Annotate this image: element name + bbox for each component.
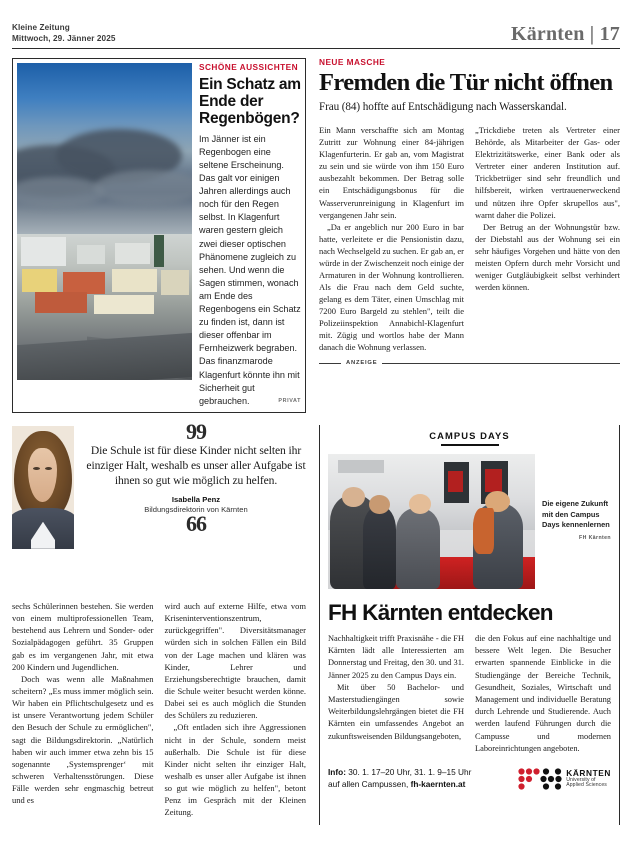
section-page-indicator — [511, 24, 620, 45]
bottom-left-column-2 — [165, 600, 307, 819]
main-article-columns — [319, 124, 620, 353]
publication-date: Mittwoch, 29. Jänner 2025 — [12, 34, 116, 44]
paragraph: Ein Mann verschaffte sich am Montag Zutritt zur Wohnung einer 84-jährigen Klagenfurterin. Er gab an, vom Magistrat zu sein und sie würde von ihm 150 Euro ausbezahlt bekommen. Der Betrag solle ein Entschädigungsbonus für die Wasserverunreinigung in Klagenfurt im vergangenen Jahr sein. — [319, 125, 464, 220]
main-article-kicker: NEUE MASCHE — [319, 56, 386, 67]
ad-info-location: auf allen Campussen, — [328, 779, 411, 790]
left-story-photo-credit: PRIVAT — [278, 397, 301, 404]
masthead-separator: | — [589, 22, 595, 45]
main-article — [306, 58, 620, 367]
fh-logo-dot-matrix-icon — [518, 768, 562, 790]
left-story-kicker: SCHÖNE AUSSICHTEN — [199, 61, 299, 72]
pullquote-attribution-role: Bildungsdirektorin von Kärnten — [144, 504, 248, 514]
paragraph: sechs Schülerinnen bestehen. Sie werden von einem multiprofessionellen Team, bestehend aus Lehrern und Sonder- oder Sozialpädagogen geführt. 35 Gruppen gab es im vergangenen Jahr, mit etwa 200 Kindern und Jugendlichen. — [12, 601, 154, 672]
church-spire — [154, 235, 165, 267]
advertisement-fh-kaernten — [319, 425, 620, 825]
logo-tagline-1: University of — [566, 776, 596, 783]
paragraph: Mit über 50 Bachelor- und Masterstudiengängen sowie Weiterbildungslehrgängen bietet die FH Kärnten ein umfassendes Angebot an zukunftsweisenden Bildungsangeboten, — [328, 682, 464, 741]
ad-info-block — [328, 766, 471, 791]
paragraph: „Oft entladen sich ihre Aggressionen nicht in der Schule, sondern meist außerhalb. Die Schule ist für diese Kinder nicht selten ihr einziger Halt, weshalb es unser aller Aufgabe ist ihnen so gut wie möglich zu helfen", betont Penz im Gespräch mit der Kleinen Zeitung. — [164, 722, 306, 818]
pullquote-block — [12, 418, 306, 549]
ad-column-1 — [328, 633, 464, 755]
visitor-figure — [396, 508, 439, 589]
visitor-head — [369, 495, 390, 514]
campus-days-photo — [328, 454, 535, 589]
left-story-text — [192, 63, 301, 408]
fh-logo-wordmark — [566, 769, 611, 788]
quote-mark-open-icon: 99 — [186, 418, 206, 444]
building-block — [94, 295, 154, 314]
ad-footer — [328, 766, 611, 791]
isabella-penz-portrait — [12, 426, 74, 549]
ad-eyebrow-title: CAMPUS DAYS — [429, 429, 510, 441]
eye-shape — [33, 467, 40, 470]
logo-tagline-2: Applied Sciences — [566, 782, 607, 789]
ad-info-label: Info: — [328, 766, 346, 777]
section-name: Kärnten — [510, 22, 585, 45]
eye-shape — [45, 467, 52, 470]
building-block — [161, 270, 189, 295]
fh-kaernten-logo — [518, 768, 611, 791]
portrait-art — [12, 426, 74, 549]
left-story-body: Im Jänner ist ein Regenbogen eine seltene Erscheinung. Das galt vor einigen Jahren allerdings auch noch für den Regen selbst. In Klagenfurt waren gestern gleich zwei dieser optischen Phänomene zugleich zu sehen. Und wenn die Sagen stimmen, wonach am Ende des Regenbogens ein Schatz zu finden ist, dann ist dieser offenbar im Fernheizwerk begraben. Das finanzmarode Klagenfurt könnte ihn mit Sicherheit gut gebrauchen. PRIVAT — [199, 133, 301, 406]
pullquote-attribution-name: Isabella Penz — [171, 494, 221, 504]
ad-caption-text: Die eigene Zukunft mit den Campus Days kennenlernen — [542, 499, 610, 530]
ad-headline: FH Kärnten entdecken — [328, 600, 553, 626]
building-block — [112, 269, 158, 292]
ad-info-url[interactable]: fh-kaernten.at — [410, 779, 466, 790]
main-article-headline: Fremden die Tür nicht öffnen — [319, 68, 613, 96]
bottom-left-article-columns — [12, 600, 306, 819]
paragraph: Nachhaltigkeit trifft Praxisnähe - die FH Kärnten lädt alle Interessierten am Donnerstag und Freitag, den 30. und 31. Jänner 2025 zu den Campus Days ein. — [328, 634, 464, 680]
bottom-left-column-1 — [12, 600, 154, 819]
hair-strand — [473, 508, 494, 554]
publication-name: Kleine Zeitung — [12, 23, 70, 32]
paragraph: Der Betrug an der Wohnungstür bzw. der Diebstahl aus der Wohnung sei ein sehr häufiges Vorgehen und hätte von den meisten Opfern durch mehr Vorsicht und weniger Gutgläubigkeit selbst verhindert werden können. — [475, 221, 620, 292]
visitor-head — [409, 494, 432, 514]
roof-red — [63, 272, 105, 294]
anzeige-divider — [319, 360, 620, 366]
klagenfurt-rooftops-photo — [17, 63, 192, 380]
main-article-column-1 — [319, 124, 464, 353]
divider-rule-left — [319, 363, 341, 364]
paragraph: wird auch auf externe Hilfe, etwa vom Kriseninterventionszentrum, zurückgegriffen". Diversitätsmanager würden sich in solchen Fällen ein Bild von der Lage machen und klären was Kinder, Lehrer und Erziehungsberechtigte brauchen, damit die Schule weiter besucht werden könne. Dabei sei es auch möglich die Stunden des Schülers zu reduzieren. — [164, 601, 306, 721]
ad-photo-art — [328, 454, 535, 589]
left-story-box — [12, 58, 306, 413]
main-article-subhead: Frau (84) hoffte auf Entschädigung nach Wasserskandal. — [319, 100, 567, 113]
masthead-publication-block — [12, 22, 116, 45]
top-region — [12, 58, 620, 413]
ad-body-columns — [328, 633, 611, 755]
pullquote-text-block — [74, 418, 306, 536]
main-article-column-2 — [475, 124, 620, 353]
ad-photo-caption — [542, 454, 611, 542]
logo-name: KÄRNTEN — [566, 768, 611, 779]
paragraph: Doch was wenn alle Maßnahmen scheitern? „Es muss immer möglich sein. Wir haben ein Pflichtschulgesetz und es ist unsere Verantwortung jedem Schüler den Besuch der Schule zu ermöglichen", sagt die Bildungsdirektorin. „Natürlich haben wir auch immer etwa zehn bis 15 sogenannte ‚Systemsprenger‘ mit schweren Verhaltensstörungen. Diese Fälle werden sehr engmaschig betreut und es — [12, 673, 154, 806]
building-block — [21, 237, 67, 266]
paragraph: die den Fokus auf eine nachhaltige und bessere Welt legen. Die Besucher erwarten spannende Einblicke in die Studiengänge der Bereiche Technik, Gesundheit, Soziales, Wirtschaft und Management und individuelle Beratung durch Lehrende und Studierende. Auch werden laufend Führungen durch die Campusse und modernen Laboreinrichtungen angeboten. — [475, 634, 611, 753]
ad-info-line-2 — [328, 778, 471, 790]
divider-rule-right — [382, 363, 620, 364]
visitor-figure — [363, 506, 396, 590]
ad-photo-credit: FH Kärnten — [579, 535, 611, 542]
foreground-roof — [17, 332, 192, 380]
pullquote-text: Die Schule ist für diese Kinder nicht selten ihr einziger Halt, weshalb es unser aller Aufgabe ist ihnen so gut wie möglich zu helfen. — [86, 443, 306, 487]
building-block — [77, 245, 105, 264]
anzeige-label: ANZEIGE — [346, 360, 378, 367]
masthead — [12, 0, 620, 49]
wall-panel-red — [485, 469, 502, 492]
building-block — [22, 269, 57, 292]
roof-red — [35, 292, 88, 312]
cityscape — [17, 234, 192, 380]
ad-info-line-1 — [328, 766, 471, 778]
wall-panel-red — [448, 471, 462, 493]
ad-media-row — [328, 454, 611, 589]
paragraph: „Da er angeblich nur 200 Euro in bar hatte, verleitete er die Pensionistin dazu, nach Wechselgeld zu suchen. Er gab an, er würde in der Zwischenzeit noch einige der Armaturen in der Wohnung kontrollieren. Als die Frau nach dem Geld suchte, gelang es dem Täter, einen Umschlag mit 7200 Euro Bargeld zu stehlen", teilt die Polizeiinspektion Annabichl-Klagenfurt mit. Zügig und wortlos habe der Mann danach die Wohnung verlassen. — [319, 221, 464, 353]
quote-mark-close-icon: 66 — [186, 510, 206, 536]
page-number: 17 — [599, 22, 620, 45]
ad-info-times: 30. 1. 17–20 Uhr, 31. 1. 9–15 Uhr — [345, 766, 472, 777]
ad-title-underline — [441, 444, 499, 447]
building-block — [115, 243, 150, 265]
ad-column-2 — [475, 633, 611, 755]
left-story-headline: Ein Schatz am Ende der Regenbögen? — [199, 75, 301, 128]
paragraph: „Trickdiebe treten als Vertreter einer Behörde, als Mitarbeiter der Gas- oder Elektrizitätswerke, einer Bank oder als Vertreter einer anderen Institution auf. Trickbetrüger sind sehr freundlich und hilfsbereit, wirken vertrauenerweckend und nützen ihre Opfer skrupellos aus", warnt daher die Polizei. — [475, 125, 620, 220]
wall-panel — [338, 460, 384, 474]
